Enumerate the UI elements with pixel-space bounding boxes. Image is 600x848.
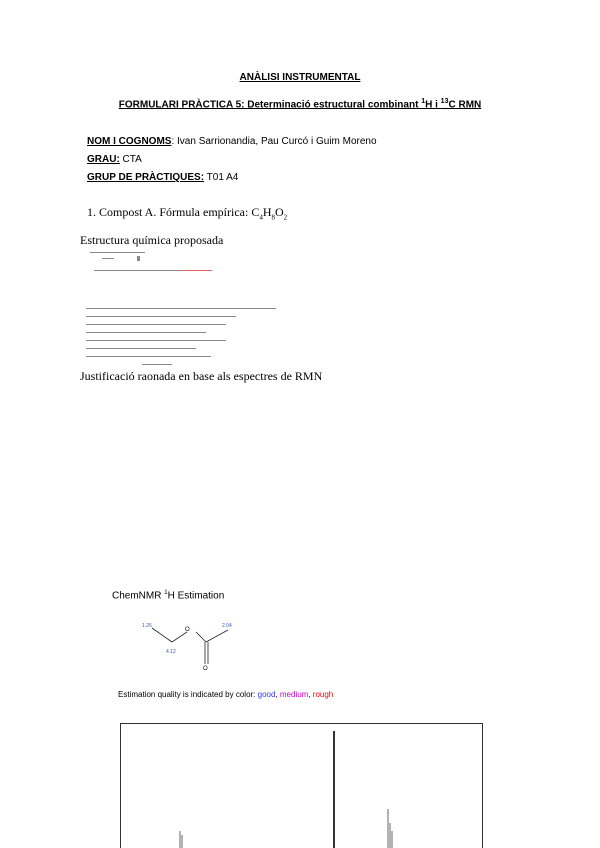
- justification-label: Justificació raonada en base als espectres de RMN: [80, 369, 323, 383]
- ethyl-acetate-structure: [140, 620, 250, 680]
- form-title: FORMULARI PRÀCTICA 5: Determinació estructural combinant $^1$H i $^{13}$C RMN: [118, 98, 482, 111]
- quality-legend: Estimation quality is indicated by color: good, medium, rough: [118, 690, 334, 699]
- shift-ch2: 4.12: [166, 649, 176, 655]
- atom-o-ester: O: [185, 627, 190, 633]
- shift-ch3-right: 2.04: [222, 623, 232, 629]
- section1-heading: 1. Compost A. Fórmula empírica: $C_4H_8O_2$: [87, 205, 288, 222]
- scan-artifacts: [82, 250, 282, 370]
- structure-label: Estructura química proposada: [80, 233, 224, 247]
- nmr-spectrum: [120, 723, 485, 848]
- grau-field: GRAU: CTA: [87, 154, 142, 165]
- course-title: ANÀLISI INSTRUMENTAL: [239, 72, 361, 83]
- spectrum-frame: [121, 724, 483, 848]
- shift-ch3-left: 1.26: [142, 623, 152, 629]
- name-field: NOM I COGNOMS: Ivan Sarrionandia, Pau Curcó i Guim Moreno: [87, 136, 377, 147]
- grup-field: GRUP DE PRÀCTIQUES: T01 A4: [87, 172, 239, 183]
- atom-o-carbonyl: O: [203, 666, 208, 672]
- chemnmr-title: ChemNMR $^1$H Estimation: [112, 590, 225, 602]
